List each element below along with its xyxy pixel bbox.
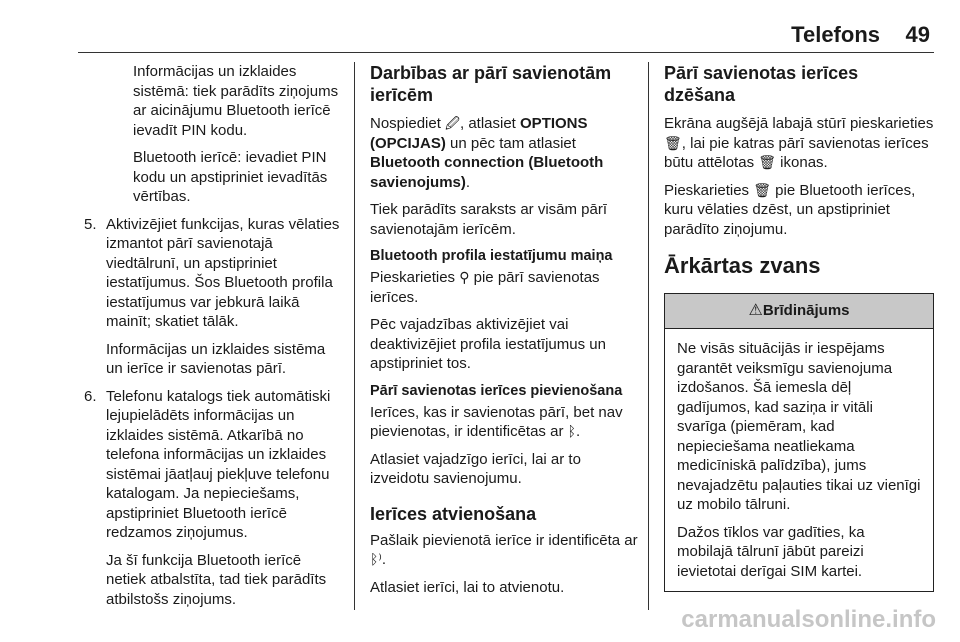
paragraph: Pašlaik pievienotā ierīce ir identificēta ar ᛒ⁾.	[370, 531, 638, 568]
paragraph: Atlasiet vajadzīgo ierīci, lai ar to izveidotu savienojumu.	[370, 450, 581, 487]
paragraph: Ne visās situācijās ir iespējams garantēt veiksmīgu savienojuma izdošanos. Šā iemesla dēļ gadījumos, kad saziņa ir vitāli svarīga (piemēram, kad nepieciešama neatliekama medicīniskā palīdzība), jums nevajadzētu paļauties tikai uz vienīgi uz mobilo tālruni.	[677, 340, 921, 513]
paragraph: Pieskarieties ⚲ pie pārī savienotas ierīces.	[370, 269, 600, 306]
paragraph: Ierīces, kas ir savienotas pārī, bet nav pievienotas, ir identificētas ar ᛒ.	[370, 403, 623, 440]
trash-icon: 🗑	[753, 181, 771, 198]
settings-icon: ⚲	[459, 269, 470, 285]
column-divider-1	[354, 62, 355, 610]
list-item-5	[78, 215, 342, 379]
list-number: 6.	[84, 387, 97, 405]
trash-icon: 🗑	[664, 134, 682, 151]
paragraph: Ekrāna augšējā labajā stūrī pieskarieties 🗑, lai pie katras pārī savienotas ierīces būtu attēlotas 🗑 ikonas.	[664, 115, 934, 171]
trash-icon: 🗑	[758, 154, 777, 170]
warning-title: Brīdinājums	[762, 302, 850, 319]
paragraph: Informācijas un izklaides sistēma un ierīce ir savienotas pārī.	[106, 340, 326, 377]
page-number: 49	[905, 22, 930, 47]
paragraph: Atlasiet ierīci, lai to atvienotu.	[370, 578, 565, 596]
bluetooth-connected-icon: ᛒ⁾	[370, 551, 382, 567]
warning-header	[665, 294, 933, 329]
paragraph: Pēc vajadzības aktivizējiet vai deaktivizējiet profila iestatījumus un apstipriniet tos.	[370, 316, 606, 372]
warning-icon: ⚠	[748, 302, 763, 319]
column-divider-2	[648, 62, 649, 610]
column-3	[664, 62, 934, 592]
paragraph: Dažos tīklos var gadīties, ka mobilajā tālrunī jābūt pareizi ievietotai derīgai SIM kartei.	[677, 523, 865, 580]
paragraph: Aktivizējiet funkcijas, kuras vēlaties izmantot pārī savienotajā viedtālrunī, un apstipriniet iestatījumus. Šos Bluetooth profila iestatījumus var jebkurā laikā mainīt; skatiet tālāk.	[106, 215, 340, 330]
section-heading: Darbības ar pārī savienotām ierīcēm	[370, 63, 612, 105]
watermark: carmanualsonline.info	[681, 606, 936, 633]
header-divider	[78, 52, 934, 53]
paragraph: Nospiediet 🖉, atlasiet OPTIONS (OPCIJAS) un pēc tam atlasiet Bluetooth connection (Bluetooth savienojums).	[370, 115, 604, 191]
subheading: Bluetooth profila iestatījumu maiņa	[370, 248, 613, 264]
phone-menu-icon: 🖉	[445, 115, 460, 131]
paragraph: Tiek parādīts saraksts ar visām pārī savienotajām ierīcēm.	[370, 201, 608, 238]
list-item-6	[78, 387, 342, 610]
page-title: Telefons	[791, 22, 880, 47]
subheading: Pārī savienotas ierīces pievienošana	[370, 382, 623, 399]
paragraph: Pieskarieties 🗑 pie Bluetooth ierīces, kuru vēlaties dzēst, un apstipriniet parādīto ziņojumu.	[664, 181, 916, 238]
paragraph: Telefonu katalogs tiek automātiski lejupielādēts informācijas un izklaides sistēmā. Atkarībā no telefona informācijas un izklaides sistēmai jāatļauj piekļuve telefonu katalogam. Ja nepieciešams, apstipriniet Bluetooth ierīcē redzamos ziņojumus.	[106, 387, 331, 541]
paragraph: Bluetooth ierīcē: ievadiet PIN kodu un apstipriniet ievadītās vērtības.	[133, 149, 328, 205]
section-heading: Ierīces atvienošana	[370, 503, 537, 524]
warning-body	[665, 329, 933, 591]
section-heading-emergency: Ārkārtas zvans	[664, 253, 821, 278]
column-2	[370, 62, 638, 605]
bluetooth-icon: ᛒ	[567, 423, 577, 439]
warning-box	[664, 293, 934, 592]
column-1	[78, 62, 342, 617]
page-header	[0, 20, 960, 56]
list-number: 5.	[84, 215, 97, 233]
paragraph: Informācijas un izklaides sistēmā: tiek parādīts ziņojums ar aicinājumu Bluetooth ierīcē ievadīt PIN kodu.	[133, 63, 339, 139]
paragraph: Ja šī funkcija Bluetooth ierīcē netiek atbalstīta, tad tiek parādīts atbilstošs ziņojums.	[106, 551, 327, 608]
section-heading: Pārī savienotas ierīces dzēšana	[664, 63, 859, 105]
